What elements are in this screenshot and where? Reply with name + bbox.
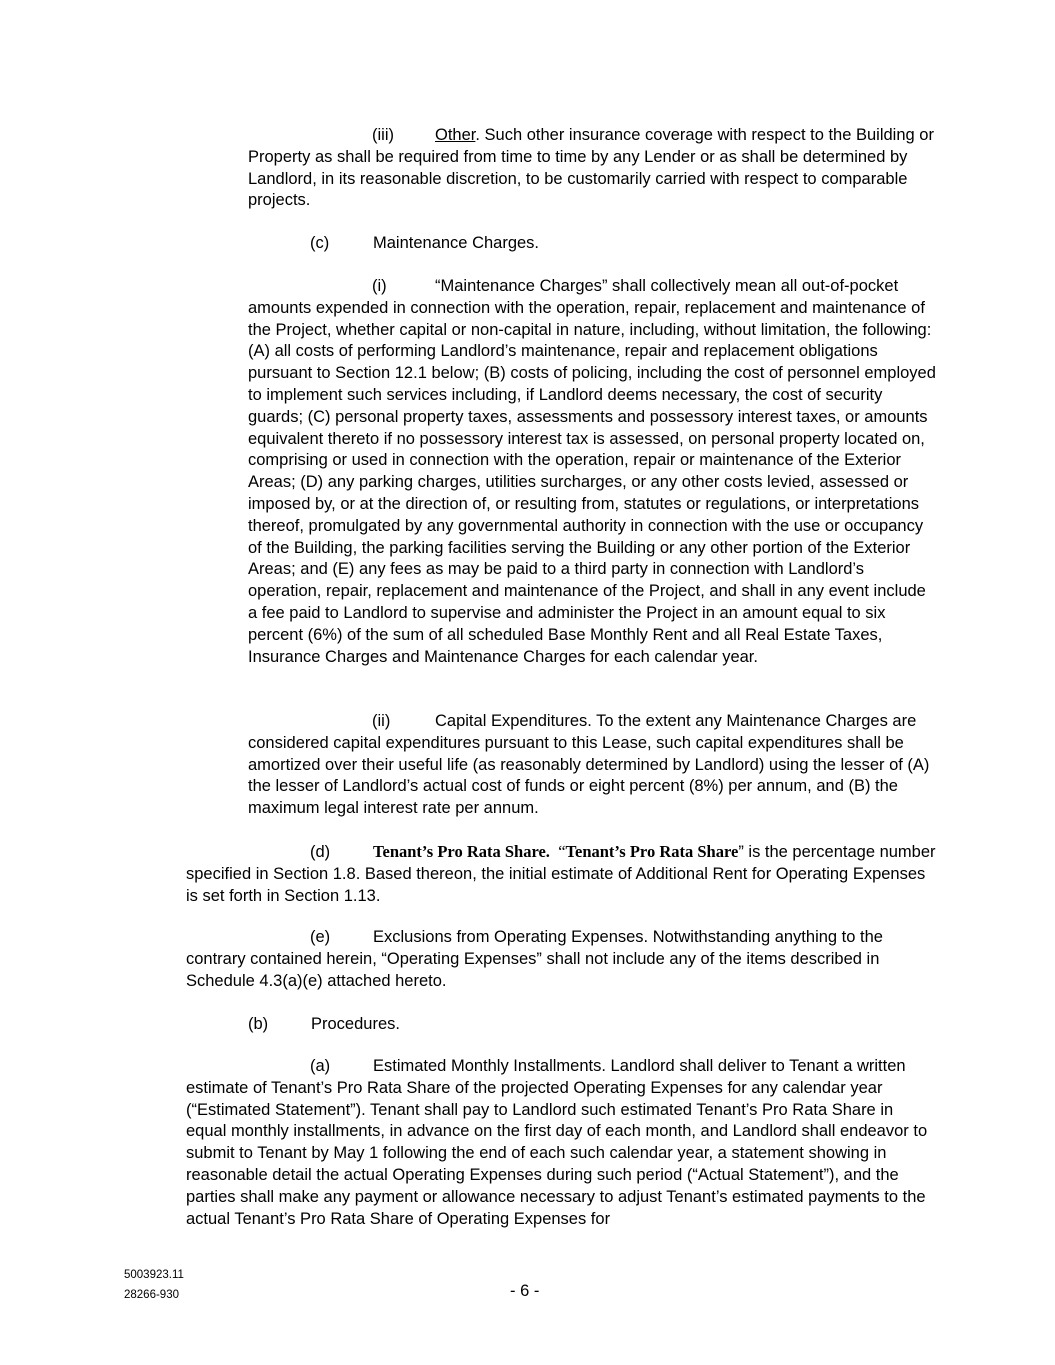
section-text: . Landlord shall deliver to Tenant a written estimate of Tenant’s Pro Rata Share of the projected Operating Expenses for any calendar year (“ xyxy=(186,1057,906,1119)
section-text: . Such other insurance coverage with respect to the Building or Property as shall be required from time to time by any Lender or as shall be determined by Landlord, in its reasonable discretion, to be customarily carried with respect to comparable projects. xyxy=(248,126,934,210)
section-heading: Estimated Monthly Installments xyxy=(373,1057,602,1075)
section-b-heading xyxy=(186,1014,938,1036)
section-b-a-paragraph xyxy=(186,1056,938,1230)
section-heading: Exclusions from Operating Expenses xyxy=(373,928,644,946)
section-number: (e) xyxy=(310,928,331,946)
section-e-paragraph xyxy=(186,927,938,992)
section-number: (iii) xyxy=(372,126,394,144)
defined-term: Maintenance Charges xyxy=(440,277,602,295)
footer-doc-id: 5003923.11 xyxy=(124,1269,184,1281)
quote-open: “ xyxy=(435,277,441,295)
section-number: (ii) xyxy=(372,712,391,730)
section-heading: Tenant’s Pro Rata Share. xyxy=(373,842,550,861)
section-c-ii-paragraph xyxy=(248,711,938,820)
section-heading: Other xyxy=(435,126,476,144)
section-text: ”). Tenant shall pay to Landlord such estimated Tenant’s Pro Rata Share in equal monthly installments, in advance on the first day of each month, and Landlord shall endeavor to submit to Tenant by May 1 following the end of each such calendar year, a statement showing in reasonable detail the actual Operating Expenses during such period (“ xyxy=(186,1100,928,1184)
quote-open: “ xyxy=(549,842,566,861)
section-text: . Notwithstanding anything to the contrary contained herein, “Operating Expenses” shall not include any of the items described in Schedule 4.3(a)(e) attached hereto. xyxy=(186,928,883,990)
section-d-paragraph xyxy=(186,841,938,907)
section-iii-paragraph xyxy=(248,125,938,212)
section-text: ” shall collectively mean all out-of-pocket amounts expended in connection with the operation, repair, replacement and maintenance of the Project, whether capital or non-capital in nature, including, without limitation, the following: (A) all costs of performing Landlord’s maintenance, repair and replacement obligations pursuant to Section 12.1 below; (B) costs of policing, including the cost of personnel employed to implement such services including, if Landlord deems necessary, the cost of security guards; (C) personal property taxes, assessments and possessory interest taxes, or amounts equivalent thereto if no possessory interest tax is assessed, on personal property located on, comprising or used in connection with the operation, repair or maintenance of the Exterior Areas; (D) any parking charges, utilities surcharges, or any other costs levied, assessed or imposed by, or at the direction of, or resulting from, statutes or regulations, or interpretations thereof, promulgated by any governmental authority in connection with the use or occupancy of the Building, the parking facilities serving the Building or any other portion of the Exterior Areas; and (E) any fees as may be paid to a third party in connection with Landlord’s operation, repair, replacement and maintenance of the Project, and shall in any event include a fee paid to Landlord to supervise and administer the Project in an amount equal to six percent (6%) of the sum of all scheduled Base Monthly Rent and all Real Estate Taxes, Insurance Charges and Maintenance Charges for each calendar year. xyxy=(248,277,936,666)
section-heading: Capital Expenditures xyxy=(435,712,588,730)
section-text: . To the extent any Maintenance Charges are considered capital expenditures pursuant to this Lease, such capital expenditures shall be amortized over their useful life (as reasonably determined by Landlord) using the lesser of (A) the lesser of Landlord’s actual cost of funds or eight percent (8%) per annum, and (B) the maximum legal interest rate per annum. xyxy=(248,712,930,818)
defined-term: Tenant’s Pro Rata Share xyxy=(565,842,739,861)
section-number: (i) xyxy=(372,277,387,295)
defined-term: Actual Statement xyxy=(697,1165,824,1184)
section-number: (b) xyxy=(248,1015,269,1033)
section-c-i-paragraph xyxy=(248,276,938,668)
defined-term: Estimated Statement xyxy=(197,1100,351,1119)
section-c-heading xyxy=(248,233,938,255)
page-number: - 6 - xyxy=(510,1282,540,1300)
section-number: (a) xyxy=(310,1057,331,1075)
section-text: ”), and the parties shall make any payment or allowance necessary to adjust Tenant’s estimated payments to the actual Tenant’s Pro Rata Share of Operating Expenses for xyxy=(186,1165,926,1228)
footer-client-id: 28266-930 xyxy=(124,1289,179,1301)
section-heading: Procedures. xyxy=(311,1015,400,1033)
section-number: (d) xyxy=(310,843,331,861)
section-number: (c) xyxy=(310,234,330,252)
section-heading: Maintenance Charges. xyxy=(373,234,540,252)
section-text: ” is the percentage number specified in Section 1.8. Based thereon, the initial estimate of Additional Rent for Operating Expenses is set forth in Section 1.13. xyxy=(186,843,936,905)
